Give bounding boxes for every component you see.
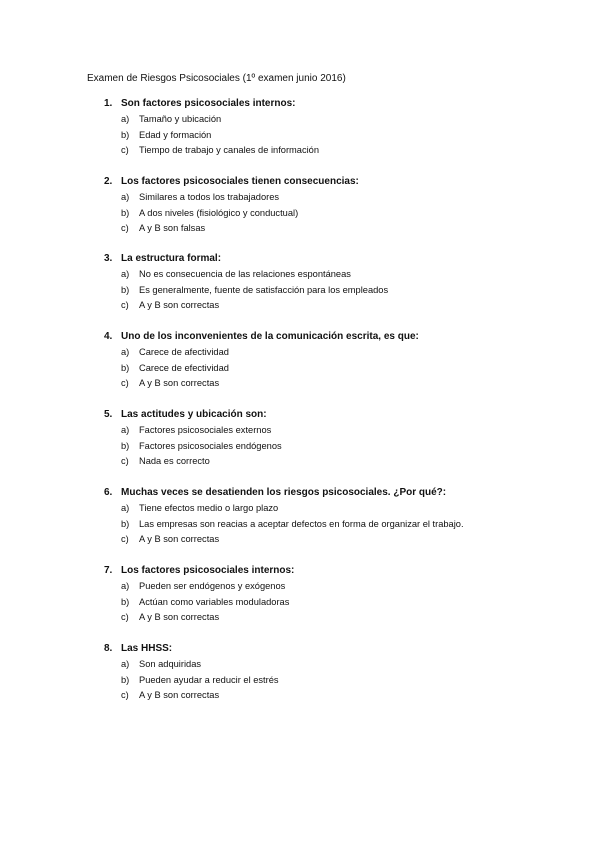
question-number: 5. (104, 409, 113, 420)
answer-option (121, 502, 574, 515)
answer-option (121, 129, 574, 142)
question-number: 8. (104, 643, 113, 654)
answer-option (121, 207, 574, 220)
option-text: Tamaño y ubicación (139, 114, 222, 124)
answer-option (121, 299, 574, 312)
option-letter: c) (121, 145, 129, 156)
option-text: Pueden ser endógenos y exógenos (139, 581, 286, 591)
option-letter: c) (121, 534, 129, 545)
option-letter: a) (121, 192, 130, 202)
question-text: Los factores psicosociales internos: (121, 565, 295, 576)
option-letter: b) (121, 674, 130, 685)
option-letter: b) (121, 207, 130, 218)
question-number: 1. (104, 98, 113, 109)
option-text: A y B son correctas (139, 612, 220, 623)
option-letter: c) (121, 456, 129, 467)
option-letter: c) (121, 690, 129, 701)
option-text: Edad y formación (139, 129, 212, 140)
option-text: Similares a todos los trabajadores (139, 192, 280, 202)
answer-option (121, 113, 574, 126)
option-letter: a) (121, 503, 130, 513)
document-title: Examen de Riesgos Psicosociales (1º examen junio 2016) (87, 73, 346, 84)
answer-option (121, 455, 574, 468)
option-letter: b) (121, 129, 130, 140)
question-text: Uno de los inconvenientes de la comunicación escrita, es que: (121, 331, 419, 342)
option-text: A y B son falsas (139, 223, 206, 234)
option-letter: c) (121, 223, 129, 234)
question-heading (104, 97, 574, 110)
option-letter: c) (121, 378, 129, 389)
question-number: 3. (104, 253, 113, 264)
question-text: Los factores psicosociales tienen consecuencias: (121, 176, 359, 187)
option-text: A y B son correctas (139, 300, 220, 311)
question-heading (104, 408, 574, 421)
option-letter: c) (121, 612, 129, 623)
answer-option (121, 346, 574, 359)
answer-option (121, 222, 574, 235)
question-1 (104, 97, 574, 160)
option-letter: b) (121, 284, 130, 295)
answer-option (121, 424, 574, 437)
option-letter: a) (121, 114, 130, 124)
question-heading (104, 564, 574, 577)
answer-option (121, 674, 574, 687)
question-4 (104, 330, 574, 393)
answer-option (121, 144, 574, 157)
option-text: A y B son correctas (139, 690, 220, 701)
option-text: A y B son correctas (139, 534, 220, 545)
option-text: Actúan como variables moduladoras (139, 596, 290, 607)
answer-option (121, 518, 574, 531)
answer-option (121, 191, 574, 204)
answer-option (121, 533, 574, 546)
option-letter: b) (121, 362, 130, 373)
question-3 (104, 252, 574, 315)
question-2 (104, 175, 574, 238)
question-text: La estructura formal: (121, 253, 222, 264)
question-text: Las HHSS: (121, 643, 173, 654)
answer-option (121, 689, 574, 702)
question-number: 4. (104, 331, 113, 342)
option-text: Nada es correcto (139, 456, 210, 467)
answer-option (121, 596, 574, 609)
option-text: Carece de efectividad (139, 362, 229, 373)
question-heading (104, 486, 574, 499)
question-text: Muchas veces se desatienden los riesgos psicosociales. ¿Por qué?: (121, 487, 447, 498)
option-letter: b) (121, 518, 130, 529)
question-heading (104, 252, 574, 265)
option-letter: a) (121, 659, 130, 669)
answer-option (121, 580, 574, 593)
option-letter: a) (121, 581, 130, 591)
question-5 (104, 408, 574, 471)
answer-option (121, 362, 574, 375)
answer-option (121, 440, 574, 453)
option-text: Tiene efectos medio o largo plazo (139, 503, 279, 513)
option-letter: b) (121, 440, 130, 451)
question-8 (104, 642, 574, 705)
option-text: Es generalmente, fuente de satisfacción para los empleados (139, 284, 389, 295)
question-number: 7. (104, 565, 113, 576)
question-heading (104, 175, 574, 188)
option-letter: c) (121, 300, 129, 311)
answer-option (121, 268, 574, 281)
option-letter: a) (121, 269, 130, 279)
question-number: 6. (104, 487, 113, 498)
answer-option (121, 658, 574, 671)
answer-option (121, 377, 574, 390)
question-text: Las actitudes y ubicación son: (121, 409, 267, 420)
option-letter: b) (121, 596, 130, 607)
option-letter: a) (121, 347, 130, 357)
option-text: Factores psicosociales endógenos (139, 440, 282, 451)
question-text: Son factores psicosociales internos: (121, 98, 296, 109)
option-letter: a) (121, 425, 130, 435)
option-text: Tiempo de trabajo y canales de información (139, 145, 320, 156)
option-text: Son adquiridas (139, 659, 202, 669)
option-text: Carece de afectividad (139, 347, 229, 357)
question-heading (104, 642, 574, 655)
option-text: A dos niveles (fisiológico y conductual) (139, 207, 299, 218)
question-number: 2. (104, 176, 113, 187)
option-text: No es consecuencia de las relaciones espontáneas (139, 269, 351, 279)
option-text: Las empresas son reacias a aceptar defectos en forma de organizar el trabajo. (139, 518, 464, 529)
option-text: Pueden ayudar a reducir el estrés (139, 674, 279, 685)
answer-option (121, 611, 574, 624)
question-7 (104, 564, 574, 627)
option-text: Factores psicosociales externos (139, 425, 272, 435)
answer-option (121, 284, 574, 297)
option-text: A y B son correctas (139, 378, 220, 389)
question-heading (104, 330, 574, 343)
question-6 (104, 486, 574, 549)
